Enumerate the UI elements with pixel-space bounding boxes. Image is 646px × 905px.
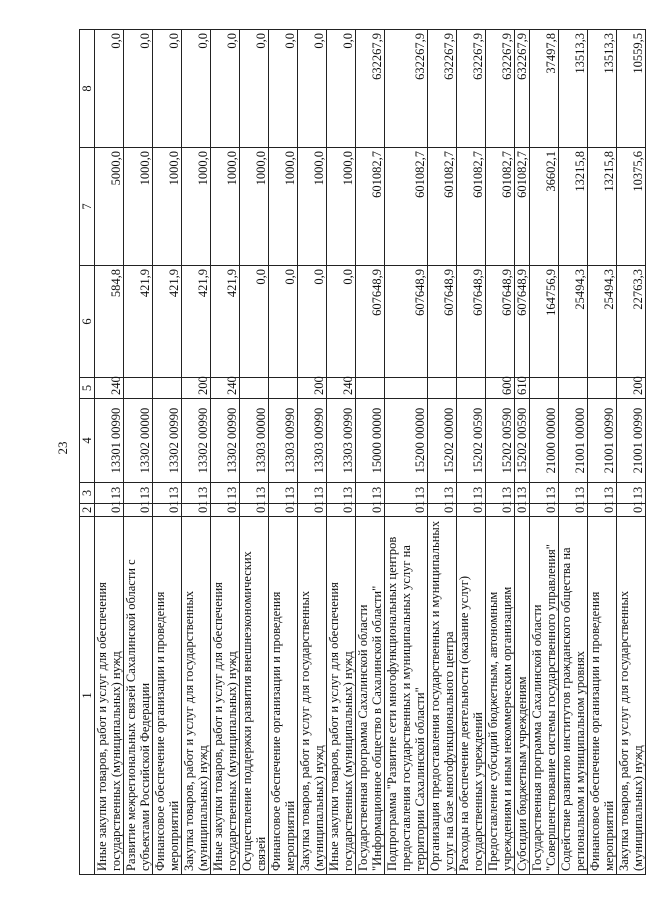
- cell-expense-type: [269, 378, 298, 399]
- cell-name: Иные закупки товаров, работ и услуг для обеспечения государственных (муниципальных) нужд: [327, 517, 356, 875]
- cell-name: Государственная программа Сахалинской области "Совершенствование системы государственного управления": [530, 517, 559, 875]
- cell-name: Подпрограмма "Развитие сети многофункциональных центров предоставления государственных и муниципальных услуг на территории Сахалинской области": [385, 517, 428, 875]
- cell-subsection: 13: [356, 483, 385, 504]
- cell-section: 01: [617, 504, 646, 517]
- cell-section: 01: [385, 504, 428, 517]
- cell-program-code: 13302 00990: [153, 399, 182, 483]
- cell-expense-type: 240: [95, 378, 124, 399]
- table-row: [428, 30, 457, 875]
- cell-amount-col7: 13215,8: [559, 148, 588, 266]
- table-row: [240, 30, 269, 875]
- cell-section: 01: [298, 504, 327, 517]
- cell-amount-col7: 36602,1: [530, 148, 559, 266]
- cell-subsection: 13: [327, 483, 356, 504]
- cell-expense-type: 240: [211, 378, 240, 399]
- cell-subsection: 13: [269, 483, 298, 504]
- table-row: [515, 30, 530, 875]
- cell-subsection: 13: [457, 483, 486, 504]
- cell-amount-col6: 421,9: [182, 266, 211, 378]
- cell-expense-type: [530, 378, 559, 399]
- cell-amount-col6: 0,0: [269, 266, 298, 378]
- cell-expense-type: 200: [617, 378, 646, 399]
- cell-name: Закупка товаров, работ и услуг для государственных (муниципальных) нужд: [298, 517, 327, 875]
- cell-amount-col6: 421,9: [124, 266, 153, 378]
- cell-subsection: 13: [559, 483, 588, 504]
- cell-program-code: 15000 00000: [356, 399, 385, 483]
- table-row: [298, 30, 327, 875]
- cell-amount-col7: 1000,0: [298, 148, 327, 266]
- cell-amount-col6: 584,8: [95, 266, 124, 378]
- cell-expense-type: [240, 378, 269, 399]
- header-col-2: 2: [80, 504, 95, 517]
- cell-amount-col8: 0,0: [124, 30, 153, 148]
- cell-amount-col6: 0,0: [240, 266, 269, 378]
- cell-section: 01: [182, 504, 211, 517]
- table-row: [356, 30, 385, 875]
- cell-subsection: 13: [153, 483, 182, 504]
- cell-program-code: 21001 00990: [617, 399, 646, 483]
- cell-amount-col8: 0,0: [153, 30, 182, 148]
- cell-name: Предоставление субсидий бюджетным, автономным учреждениям и иным некоммерческим организациям: [486, 517, 515, 875]
- cell-amount-col8: 0,0: [240, 30, 269, 148]
- cell-expense-type: 200: [182, 378, 211, 399]
- cell-name: Закупка товаров, работ и услуг для государственных (муниципальных) нужд: [617, 517, 646, 875]
- cell-section: 01: [486, 504, 515, 517]
- cell-name: Развитие межрегиональных связей Сахалинской области с субъектами Российской Федерации: [124, 517, 153, 875]
- table-row: [124, 30, 153, 875]
- cell-amount-col7: 601082,7: [385, 148, 428, 266]
- cell-subsection: 13: [385, 483, 428, 504]
- cell-subsection: 13: [124, 483, 153, 504]
- cell-program-code: 13303 00990: [327, 399, 356, 483]
- cell-program-code: 13303 00990: [269, 399, 298, 483]
- header-col-6: 6: [80, 266, 95, 378]
- cell-amount-col8: 13513,3: [588, 30, 617, 148]
- cell-amount-col8: 0,0: [327, 30, 356, 148]
- cell-amount-col6: 607648,9: [385, 266, 428, 378]
- table-row: [211, 30, 240, 875]
- cell-subsection: 13: [240, 483, 269, 504]
- cell-amount-col7: 1000,0: [182, 148, 211, 266]
- header-col-1: 1: [80, 517, 95, 875]
- cell-subsection: 13: [298, 483, 327, 504]
- budget-table: [79, 29, 646, 875]
- cell-amount-col7: 10375,6: [617, 148, 646, 266]
- rotated-page: [79, 30, 645, 875]
- cell-subsection: 13: [588, 483, 617, 504]
- cell-amount-col7: 1000,0: [240, 148, 269, 266]
- cell-name: Иные закупки товаров, работ и услуг для обеспечения государственных (муниципальных) нужд: [95, 517, 124, 875]
- cell-name: Субсидии бюджетным учреждениям: [515, 517, 530, 875]
- header-col-8: 8: [80, 30, 95, 148]
- cell-amount-col7: 1000,0: [211, 148, 240, 266]
- cell-amount-col8: 632267,9: [457, 30, 486, 148]
- cell-section: 01: [588, 504, 617, 517]
- cell-expense-type: 610: [515, 378, 530, 399]
- cell-name: Иные закупки товаров, работ и услуг для обеспечения государственных (муниципальных) нужд: [211, 517, 240, 875]
- cell-subsection: 13: [428, 483, 457, 504]
- cell-subsection: 13: [617, 483, 646, 504]
- cell-amount-col7: 1000,0: [327, 148, 356, 266]
- cell-section: 01: [269, 504, 298, 517]
- cell-amount-col6: 22763,3: [617, 266, 646, 378]
- header-col-4: 4: [80, 399, 95, 483]
- cell-expense-type: [559, 378, 588, 399]
- header-col-7: 7: [80, 148, 95, 266]
- table-row: [182, 30, 211, 875]
- table-row: [617, 30, 646, 875]
- cell-program-code: 13303 00000: [240, 399, 269, 483]
- cell-amount-col7: 13215,8: [588, 148, 617, 266]
- cell-amount-col7: 601082,7: [428, 148, 457, 266]
- cell-subsection: 13: [530, 483, 559, 504]
- cell-name: Финансовое обеспечение организации и проведения мероприятий: [269, 517, 298, 875]
- cell-amount-col8: 632267,9: [428, 30, 457, 148]
- cell-name: Организация предоставления государственных и муниципальных услуг на базе многофункционального центра: [428, 517, 457, 875]
- cell-section: 01: [95, 504, 124, 517]
- cell-program-code: 13303 00990: [298, 399, 327, 483]
- cell-name: Осуществление поддержки развития внешнеэкономических связей: [240, 517, 269, 875]
- table-row: [95, 30, 124, 875]
- cell-amount-col8: 632267,9: [486, 30, 515, 148]
- cell-amount-col6: 421,9: [153, 266, 182, 378]
- cell-amount-col7: 5000,0: [95, 148, 124, 266]
- cell-section: 01: [428, 504, 457, 517]
- cell-section: 01: [530, 504, 559, 517]
- cell-expense-type: [153, 378, 182, 399]
- cell-amount-col8: 13513,3: [559, 30, 588, 148]
- cell-amount-col8: 0,0: [182, 30, 211, 148]
- cell-program-code: 21001 00000: [559, 399, 588, 483]
- cell-section: 01: [457, 504, 486, 517]
- page-number: 23: [55, 441, 70, 455]
- cell-section: 01: [240, 504, 269, 517]
- cell-amount-col6: 607648,9: [428, 266, 457, 378]
- cell-expense-type: 200: [298, 378, 327, 399]
- cell-subsection: 13: [211, 483, 240, 504]
- table-row: [385, 30, 428, 875]
- header-col-3: 3: [80, 483, 95, 504]
- cell-name: Содействие развитию институтов гражданского общества на региональном и муниципальном уровнях: [559, 517, 588, 875]
- cell-amount-col6: 164756,9: [530, 266, 559, 378]
- table-row: [327, 30, 356, 875]
- cell-program-code: 13301 00990: [95, 399, 124, 483]
- cell-program-code: 15200 00000: [385, 399, 428, 483]
- cell-name: Финансовое обеспечение организации и проведения мероприятий: [153, 517, 182, 875]
- cell-section: 01: [153, 504, 182, 517]
- cell-subsection: 13: [486, 483, 515, 504]
- table-row: [530, 30, 559, 875]
- cell-name: Государственная программа Сахалинской области "Информационное общество в Сахалинской области": [356, 517, 385, 875]
- cell-program-code: 21000 00000: [530, 399, 559, 483]
- cell-amount-col6: 607648,9: [486, 266, 515, 378]
- cell-amount-col8: 0,0: [95, 30, 124, 148]
- table-row: [269, 30, 298, 875]
- cell-amount-col8: 0,0: [269, 30, 298, 148]
- table-row: [457, 30, 486, 875]
- cell-expense-type: [457, 378, 486, 399]
- cell-program-code: 15202 00000: [428, 399, 457, 483]
- cell-amount-col8: 37497,8: [530, 30, 559, 148]
- cell-section: 01: [211, 504, 240, 517]
- cell-expense-type: [428, 378, 457, 399]
- cell-program-code: 13302 00990: [211, 399, 240, 483]
- cell-expense-type: [588, 378, 617, 399]
- cell-amount-col6: 607648,9: [515, 266, 530, 378]
- cell-amount-col7: 1000,0: [153, 148, 182, 266]
- cell-amount-col7: 601082,7: [515, 148, 530, 266]
- cell-expense-type: 240: [327, 378, 356, 399]
- cell-section: 01: [515, 504, 530, 517]
- cell-amount-col6: 25494,3: [559, 266, 588, 378]
- cell-program-code: 21001 00990: [588, 399, 617, 483]
- cell-amount-col6: 0,0: [298, 266, 327, 378]
- cell-amount-col8: 0,0: [211, 30, 240, 148]
- cell-amount-col8: 632267,9: [515, 30, 530, 148]
- cell-expense-type: [356, 378, 385, 399]
- cell-amount-col6: 0,0: [327, 266, 356, 378]
- table-row: [153, 30, 182, 875]
- cell-amount-col8: 632267,9: [385, 30, 428, 148]
- cell-program-code: 15202 00590: [486, 399, 515, 483]
- table-row: [486, 30, 515, 875]
- header-col-5: 5: [80, 378, 95, 399]
- cell-amount-col7: 601082,7: [457, 148, 486, 266]
- cell-expense-type: [385, 378, 428, 399]
- cell-amount-col7: 1000,0: [124, 148, 153, 266]
- cell-expense-type: [124, 378, 153, 399]
- cell-section: 01: [559, 504, 588, 517]
- cell-expense-type: 600: [486, 378, 515, 399]
- cell-subsection: 13: [515, 483, 530, 504]
- cell-amount-col8: 10559,5: [617, 30, 646, 148]
- cell-name: Расходы на обеспечение деятельности (оказание услуг) государственных учреждений: [457, 517, 486, 875]
- cell-subsection: 13: [95, 483, 124, 504]
- cell-section: 01: [327, 504, 356, 517]
- cell-amount-col6: 25494,3: [588, 266, 617, 378]
- cell-amount-col7: 601082,7: [486, 148, 515, 266]
- cell-amount-col8: 0,0: [298, 30, 327, 148]
- header-row: [80, 30, 95, 875]
- cell-section: 01: [124, 504, 153, 517]
- cell-amount-col6: 607648,9: [457, 266, 486, 378]
- cell-program-code: 15202 00590: [457, 399, 486, 483]
- cell-amount-col6: 421,9: [211, 266, 240, 378]
- cell-subsection: 13: [182, 483, 211, 504]
- cell-name: Закупка товаров, работ и услуг для государственных (муниципальных) нужд: [182, 517, 211, 875]
- cell-name: Финансовое обеспечение организации и проведения мероприятий: [588, 517, 617, 875]
- cell-amount-col7: 1000,0: [269, 148, 298, 266]
- cell-program-code: 13302 00990: [182, 399, 211, 483]
- table-row: [559, 30, 588, 875]
- cell-amount-col6: 607648,9: [356, 266, 385, 378]
- cell-amount-col8: 632267,9: [356, 30, 385, 148]
- table-row: [588, 30, 617, 875]
- cell-amount-col7: 601082,7: [356, 148, 385, 266]
- cell-program-code: 15202 00590: [515, 399, 530, 483]
- cell-program-code: 13302 00000: [124, 399, 153, 483]
- cell-section: 01: [356, 504, 385, 517]
